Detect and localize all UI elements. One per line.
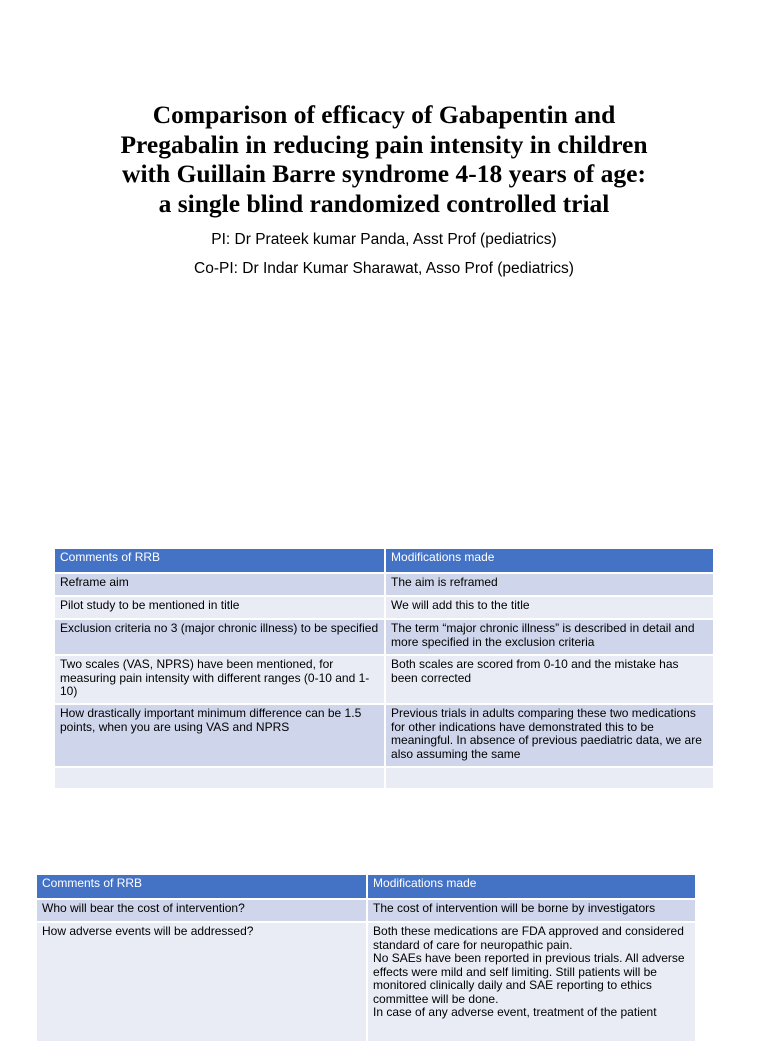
title-line: Pregabalin in reducing pain intensity in children — [120, 129, 648, 159]
column-header-modifications: Modifications made — [367, 874, 696, 899]
table-row — [54, 704, 714, 767]
title-line: Comparison of efficacy of Gabapentin and — [152, 100, 616, 129]
column-header-modifications: Modifications made — [385, 548, 714, 573]
table-row — [54, 655, 714, 704]
principal-investigator: PI: Dr Prateek kumar Panda, Asst Prof (pediatrics) — [211, 231, 557, 248]
modification-cell: Both these medications are FDA approved and considered standard of care for neuropathic pain. No SAEs have been reported in previous trials. All adverse effects were mild and self limiting. Still patients will be monitored clinically daily and SAE reporting to ethics committee will be done. In case of any adverse event, treatment of the patient — [367, 922, 696, 1042]
modification-cell: The term “major chronic illness” is described in detail and more specified in the exclusion criteria — [385, 619, 714, 655]
modification-cell: Previous trials in adults comparing these two medications for other indications have demonstrated this to be meaningful. In absence of previous paediatric data, we are also assuming the same — [385, 704, 714, 767]
table-row — [54, 619, 714, 655]
table-row — [54, 767, 714, 789]
comment-cell: How adverse events will be addressed? — [36, 922, 367, 1042]
column-header-comments: Comments of RRB — [36, 874, 367, 899]
modification-cell: We will add this to the title — [385, 596, 714, 619]
rrb-comments-table-2 — [35, 873, 697, 1043]
modification-cell: The aim is reframed — [385, 573, 714, 596]
document-title — [40, 100, 728, 218]
comment-cell: Two scales (VAS, NPRS) have been mentioned, for measuring pain intensity with different ranges (0-10 and 1-10) — [54, 655, 385, 704]
co-principal-investigator: Co-PI: Dr Indar Kumar Sharawat, Asso Prof (pediatrics) — [194, 260, 574, 277]
comment-cell: Exclusion criteria no 3 (major chronic illness) to be specified — [54, 619, 385, 655]
comment-cell: Pilot study to be mentioned in title — [54, 596, 385, 619]
title-line: a single blind randomized controlled trial — [158, 188, 610, 218]
modification-cell — [385, 767, 714, 789]
table-row — [54, 596, 714, 619]
modification-cell: The cost of intervention will be borne by investigators — [367, 899, 696, 922]
comment-cell — [54, 767, 385, 789]
comment-cell: How drastically important minimum difference can be 1.5 points, when you are using VAS and NPRS — [54, 704, 385, 767]
rrb-comments-table-1 — [53, 547, 715, 790]
table-row — [36, 899, 696, 922]
table-row — [36, 922, 696, 1042]
table-row — [54, 573, 714, 596]
modification-cell: Both scales are scored from 0-10 and the mistake has been corrected — [385, 655, 714, 704]
title-line: with Guillain Barre syndrome 4-18 years of age: — [122, 159, 646, 188]
comment-cell: Reframe aim — [54, 573, 385, 596]
column-header-comments: Comments of RRB — [54, 548, 385, 573]
comment-cell: Who will bear the cost of intervention? — [36, 899, 367, 922]
